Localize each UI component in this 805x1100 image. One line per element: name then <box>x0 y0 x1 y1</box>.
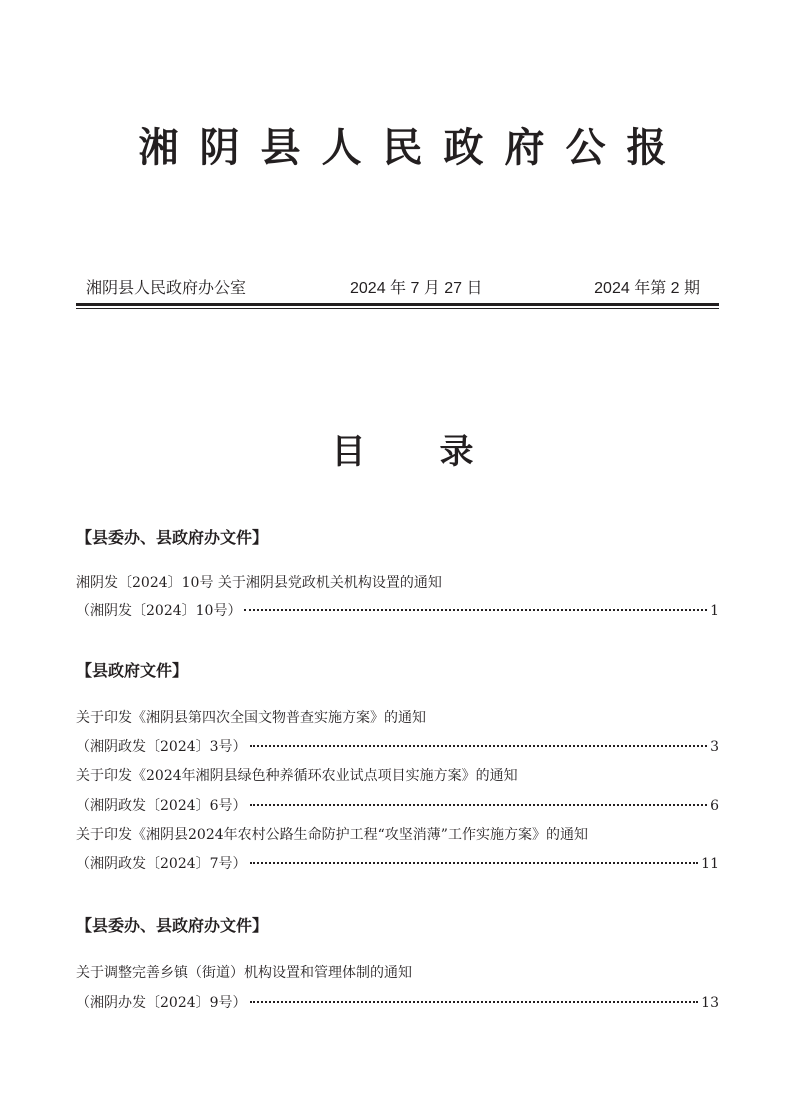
toc-entry-ref: （湘阴政发〔2024〕3号） <box>76 739 247 755</box>
toc-entry-ref: （湘阴政发〔2024〕7号） <box>76 856 247 872</box>
toc-entry-ref-row[interactable] <box>76 601 719 621</box>
bulletin-masthead: 湘阴县人民政府公报 <box>138 125 688 171</box>
dot-leader <box>250 862 699 864</box>
toc-page-number: 13 <box>701 995 719 1011</box>
toc-entry-title[interactable]: 关于调整完善乡镇（街道）机构设置和管理体制的通知 <box>76 965 412 981</box>
toc-entry-ref-row[interactable] <box>76 854 719 874</box>
section-heading: 【县委办、县政府办文件】 <box>76 916 269 935</box>
toc-entry-title[interactable]: 湘阴发〔2024〕10号 关于湘阴县党政机关机构设置的通知 <box>76 575 442 591</box>
toc-entry-ref-row[interactable] <box>76 796 719 816</box>
toc-title: 目录 <box>331 432 548 472</box>
toc-entry-title[interactable]: 关于印发《湘阴县2024年农村公路生命防护工程“攻坚消薄”工作实施方案》的通知 <box>76 827 588 843</box>
issuing-office: 湘阴县人民政府办公室 <box>86 280 247 297</box>
section-heading: 【县政府文件】 <box>76 661 189 680</box>
toc-entry-ref-row[interactable] <box>76 737 719 757</box>
toc-page-number: 3 <box>710 739 719 755</box>
issue-date: 2024 年 7 月 27 日 <box>350 280 483 297</box>
dot-leader <box>250 1001 699 1003</box>
dot-leader <box>250 804 708 806</box>
toc-entry-ref: （湘阴发〔2024〕10号） <box>76 603 242 619</box>
toc-page-number: 1 <box>710 603 719 619</box>
dot-leader <box>250 745 708 747</box>
toc-entry-title[interactable]: 关于印发《2024年湘阴县绿色种养循环农业试点项目实施方案》的通知 <box>76 768 518 784</box>
header-rule-thick <box>76 303 719 306</box>
toc-entry-ref-row[interactable] <box>76 993 719 1013</box>
header-rule-thin <box>76 308 719 309</box>
issue-number: 2024 年第 2 期 <box>594 280 700 297</box>
toc-entry-ref: （湘阴政发〔2024〕6号） <box>76 798 247 814</box>
toc-entry-ref: （湘阴办发〔2024〕9号） <box>76 995 247 1011</box>
toc-entry-title[interactable]: 关于印发《湘阴县第四次全国文物普查实施方案》的通知 <box>76 710 426 726</box>
toc-page-number: 6 <box>710 798 719 814</box>
dot-leader <box>244 609 707 611</box>
section-heading: 【县委办、县政府办文件】 <box>76 528 269 547</box>
toc-page-number: 11 <box>701 856 719 872</box>
